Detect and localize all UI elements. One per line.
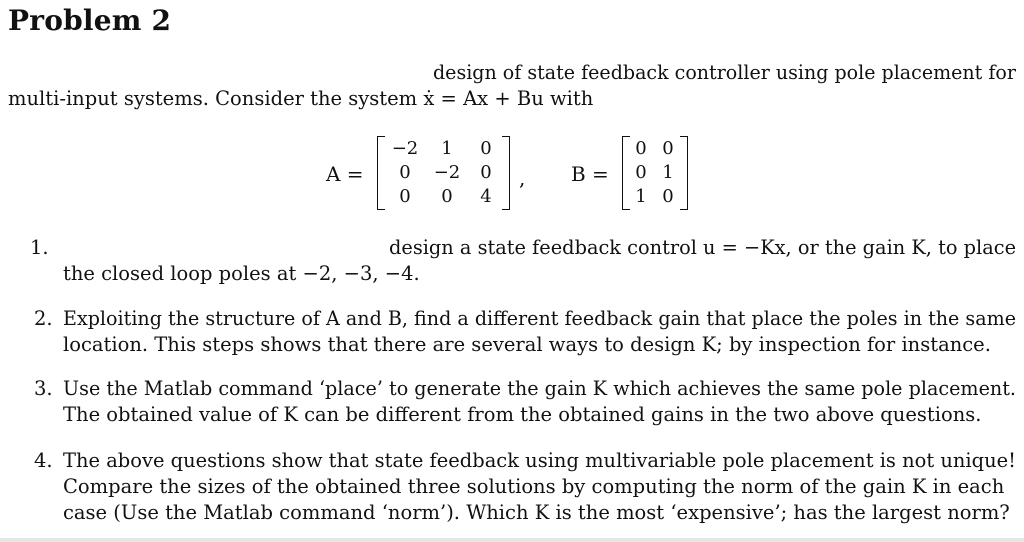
- matrix-b-cell: 1: [635, 186, 647, 207]
- matrix-a-cell: −2: [391, 138, 419, 159]
- intro-line-1: design of state feedback controller using pole placement for: [433, 61, 1016, 84]
- matrix-a-left-bracket: [377, 136, 385, 210]
- matrix-a-cell: −2: [433, 162, 461, 183]
- matrix-a-cell: 0: [480, 162, 492, 183]
- intro-line-2: multi-input systems. Consider the system ẋ = Ax + Bu with: [8, 87, 594, 110]
- item-2-number: 2.: [34, 307, 53, 330]
- matrix-b-cell: 0: [662, 138, 674, 159]
- matrix-a-cell: 1: [441, 138, 453, 159]
- matrix-a-label: A =: [326, 162, 364, 186]
- item-2-line-1: Exploiting the structure of A and B, find a different feedback gain that place the poles in the same: [63, 307, 1017, 330]
- matrix-a-cell: 0: [399, 186, 411, 207]
- matrix-a: [377, 136, 510, 210]
- matrix-separator: ,: [519, 166, 526, 190]
- item-1-number: 1.: [30, 236, 49, 259]
- matrix-b-cell: 1: [662, 162, 674, 183]
- item-4-line-3: case (Use the Matlab command ‘norm’). Which K is the most ‘expensive’; has the largest norm?: [63, 501, 1010, 524]
- item-4-line-2: Compare the sizes of the obtained three solutions by computing the norm of the gain K in each: [63, 475, 1005, 498]
- item-4-number: 4.: [34, 449, 53, 472]
- item-1-line-2: the closed loop poles at −2, −3, −4.: [63, 262, 420, 285]
- page-bottom-edge: [0, 538, 1024, 542]
- matrix-b-cell: 0: [635, 138, 647, 159]
- matrix-b-label: B =: [571, 162, 609, 186]
- matrix-a-cell: 0: [399, 162, 411, 183]
- item-2-line-2: location. This steps shows that there are several ways to design K; by inspection for instance.: [63, 333, 991, 356]
- item-4-line-1: The above questions show that state feedback using multivariable pole placement is not unique!: [63, 449, 1016, 472]
- matrix-b-cell: 0: [662, 186, 674, 207]
- item-3-number: 3.: [34, 377, 53, 400]
- matrix-b-cell: 0: [635, 162, 647, 183]
- item-3-line-2: The obtained value of K can be different from the obtained gains in the two above questions.: [63, 403, 982, 426]
- problem-title: Problem 2: [8, 4, 172, 37]
- item-1-line-1: design a state feedback control u = −Kx, or the gain K, to place: [389, 236, 1017, 259]
- matrix-b: [622, 136, 688, 210]
- matrix-a-cell: 0: [480, 138, 492, 159]
- item-3-line-1: Use the Matlab command ‘place’ to generate the gain K which achieves the same pole placement.: [63, 377, 1017, 400]
- matrix-a-right-bracket: [502, 136, 510, 210]
- matrix-a-cell: 0: [441, 186, 453, 207]
- matrix-a-cell: 4: [480, 186, 492, 207]
